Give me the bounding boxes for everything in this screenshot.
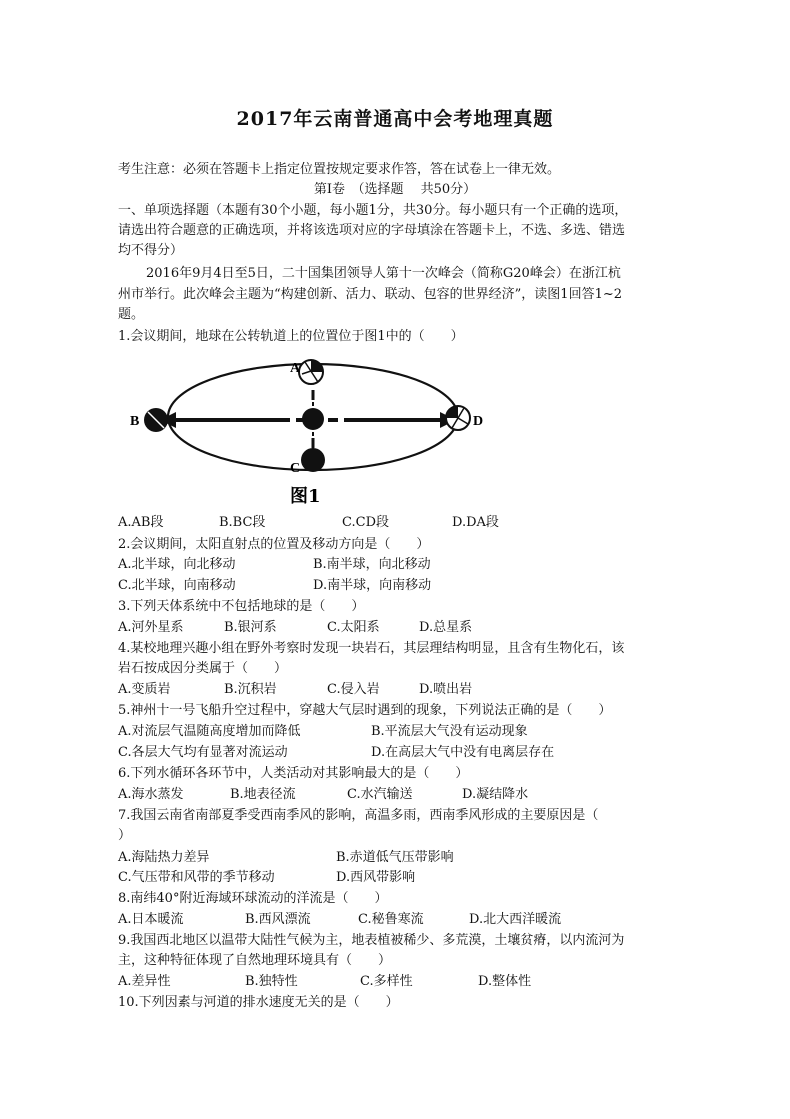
q7-option-d[interactable]: D.西风带影响 bbox=[336, 870, 416, 885]
q7-option-b[interactable]: B.赤道低气压带影响 bbox=[336, 850, 454, 865]
label-d: D bbox=[473, 414, 484, 429]
q9-option-d[interactable]: D.整体性 bbox=[478, 974, 532, 989]
question-7-stem: ） bbox=[118, 828, 132, 843]
q5-option-a[interactable]: A.对流层气温随高度增加而降低 bbox=[118, 724, 301, 739]
q7-option-a[interactable]: A.海陆热力差异 bbox=[118, 850, 210, 865]
sun-icon bbox=[302, 408, 324, 430]
earth-position-a-icon bbox=[299, 360, 323, 384]
question-1-stem: 1.会议期间，地球在公转轨道上的位置位于图1中的（ ） bbox=[118, 329, 464, 344]
q9-option-c[interactable]: C.多样性 bbox=[360, 974, 413, 989]
q2-option-b[interactable]: B.南半球，向北移动 bbox=[313, 557, 431, 572]
q8-option-c[interactable]: C.秘鲁寒流 bbox=[358, 912, 424, 927]
q1-option-b[interactable]: B.BC段 bbox=[219, 515, 266, 530]
instruction-line: 请选出符合题意的正确选项，并将该选项对应的字母填涂在答题卡上，不选、多选、错选 bbox=[118, 223, 626, 238]
notice: 考生注意：必须在答题卡上指定位置按规定要求作答，答在试卷上一律无效。 bbox=[118, 162, 561, 177]
question-6-stem: 6.下列水循环各环节中，人类活动对其影响最大的是（ ） bbox=[118, 766, 469, 781]
page-title: 2017年云南普通高中会考地理真题 bbox=[236, 108, 554, 130]
q6-option-b[interactable]: B.地表径流 bbox=[230, 787, 296, 802]
q2-option-c[interactable]: C.北半球，向南移动 bbox=[118, 578, 236, 593]
label-b: B bbox=[130, 414, 140, 429]
q6-option-d[interactable]: D.凝结降水 bbox=[462, 787, 529, 802]
question-9-stem: 9.我国西北地区以温带大陆性气候为主，地表植被稀少、多荒漠，土壤贫瘠，以内流河为 bbox=[118, 933, 625, 948]
q4-option-d[interactable]: D.喷出岩 bbox=[419, 682, 473, 697]
q9-option-a[interactable]: A.差异性 bbox=[118, 974, 171, 989]
q4-option-b[interactable]: B.沉积岩 bbox=[224, 682, 277, 697]
q5-option-b[interactable]: B.平流层大气没有运动现象 bbox=[371, 724, 528, 739]
q3-option-d[interactable]: D.总星系 bbox=[419, 620, 473, 635]
q9-option-b[interactable]: B.独特性 bbox=[245, 974, 298, 989]
question-5-stem: 5.神州十一号飞船升空过程中，穿越大气层时遇到的现象，下列说法正确的是（ ） bbox=[118, 703, 612, 718]
question-10-stem: 10.下列因素与河道的排水速度无关的是（ ） bbox=[118, 995, 399, 1010]
q4-option-c[interactable]: C.侵入岩 bbox=[327, 682, 380, 697]
q8-option-a[interactable]: A.日本暖流 bbox=[118, 912, 184, 927]
q2-option-a[interactable]: A.北半球，向北移动 bbox=[118, 557, 236, 572]
label-c: C bbox=[290, 461, 301, 476]
q3-option-c[interactable]: C.太阳系 bbox=[327, 620, 380, 635]
q8-option-b[interactable]: B.西风漂流 bbox=[245, 912, 311, 927]
q8-option-d[interactable]: D.北大西洋暖流 bbox=[469, 912, 562, 927]
label-a: A bbox=[290, 361, 301, 376]
q7-option-c[interactable]: C.气压带和风带的季节移动 bbox=[118, 870, 275, 885]
figure-caption: 图1 bbox=[290, 486, 321, 507]
instruction-line: 均不得分） bbox=[118, 243, 184, 258]
q5-option-d[interactable]: D.在高层大气中没有电离层存在 bbox=[371, 745, 555, 760]
q4-option-a[interactable]: A.变质岩 bbox=[118, 682, 171, 697]
question-9-stem: 主，这种特征体现了自然地理环境具有（ ） bbox=[118, 953, 392, 968]
q3-option-a[interactable]: A.河外星系 bbox=[118, 620, 184, 635]
question-4-stem: 岩石按成因分类属于（ ） bbox=[118, 661, 288, 676]
earth-position-d-icon bbox=[446, 406, 470, 430]
question-4-stem: 4.某校地理兴趣小组在野外考察时发现一块岩石，其层理结构明显，且含有生物化石，该 bbox=[118, 641, 625, 656]
intro-line: 2016年9月4日至5日，二十国集团领导人第十一次峰会（简称G20峰会）在浙江杭 bbox=[146, 266, 621, 281]
intro-line: 题。 bbox=[118, 307, 145, 322]
q2-option-d[interactable]: D.南半球，向南移动 bbox=[313, 578, 432, 593]
question-2-stem: 2.会议期间，太阳直射点的位置及移动方向是（ ） bbox=[118, 537, 430, 552]
question-3-stem: 3.下列天体系统中不包括地球的是（ ） bbox=[118, 599, 365, 614]
figure-1-orbit-diagram bbox=[118, 352, 498, 512]
q5-option-c[interactable]: C.各层大气均有显著对流运动 bbox=[118, 745, 288, 760]
q3-option-b[interactable]: B.银河系 bbox=[224, 620, 277, 635]
earth-position-b-icon bbox=[144, 408, 168, 432]
q1-option-a[interactable]: A.AB段 bbox=[118, 515, 164, 530]
question-8-stem: 8.南纬40°附近海域环球流动的洋流是（ ） bbox=[118, 891, 388, 906]
q1-option-c[interactable]: C.CD段 bbox=[342, 515, 389, 530]
section-title: 第Ⅰ卷 （选择题 共50分） bbox=[313, 182, 477, 197]
q6-option-c[interactable]: C.水汽输送 bbox=[347, 787, 413, 802]
earth-position-c-icon bbox=[301, 446, 325, 472]
q6-option-a[interactable]: A.海水蒸发 bbox=[118, 787, 184, 802]
instruction-line: 一、单项选择题（本题有30个小题，每小题1分，共30分。每小题只有一个正确的选项， bbox=[118, 203, 628, 218]
intro-line: 州市举行。此次峰会主题为“构建创新、活力、联动、包容的世界经济”，读图1回答1~2 bbox=[118, 287, 622, 302]
q1-option-d[interactable]: D.DA段 bbox=[452, 515, 499, 530]
question-7-stem: 7.我国云南省南部夏季受西南季风的影响，高温多雨，西南季风形成的主要原因是（ bbox=[118, 808, 599, 823]
